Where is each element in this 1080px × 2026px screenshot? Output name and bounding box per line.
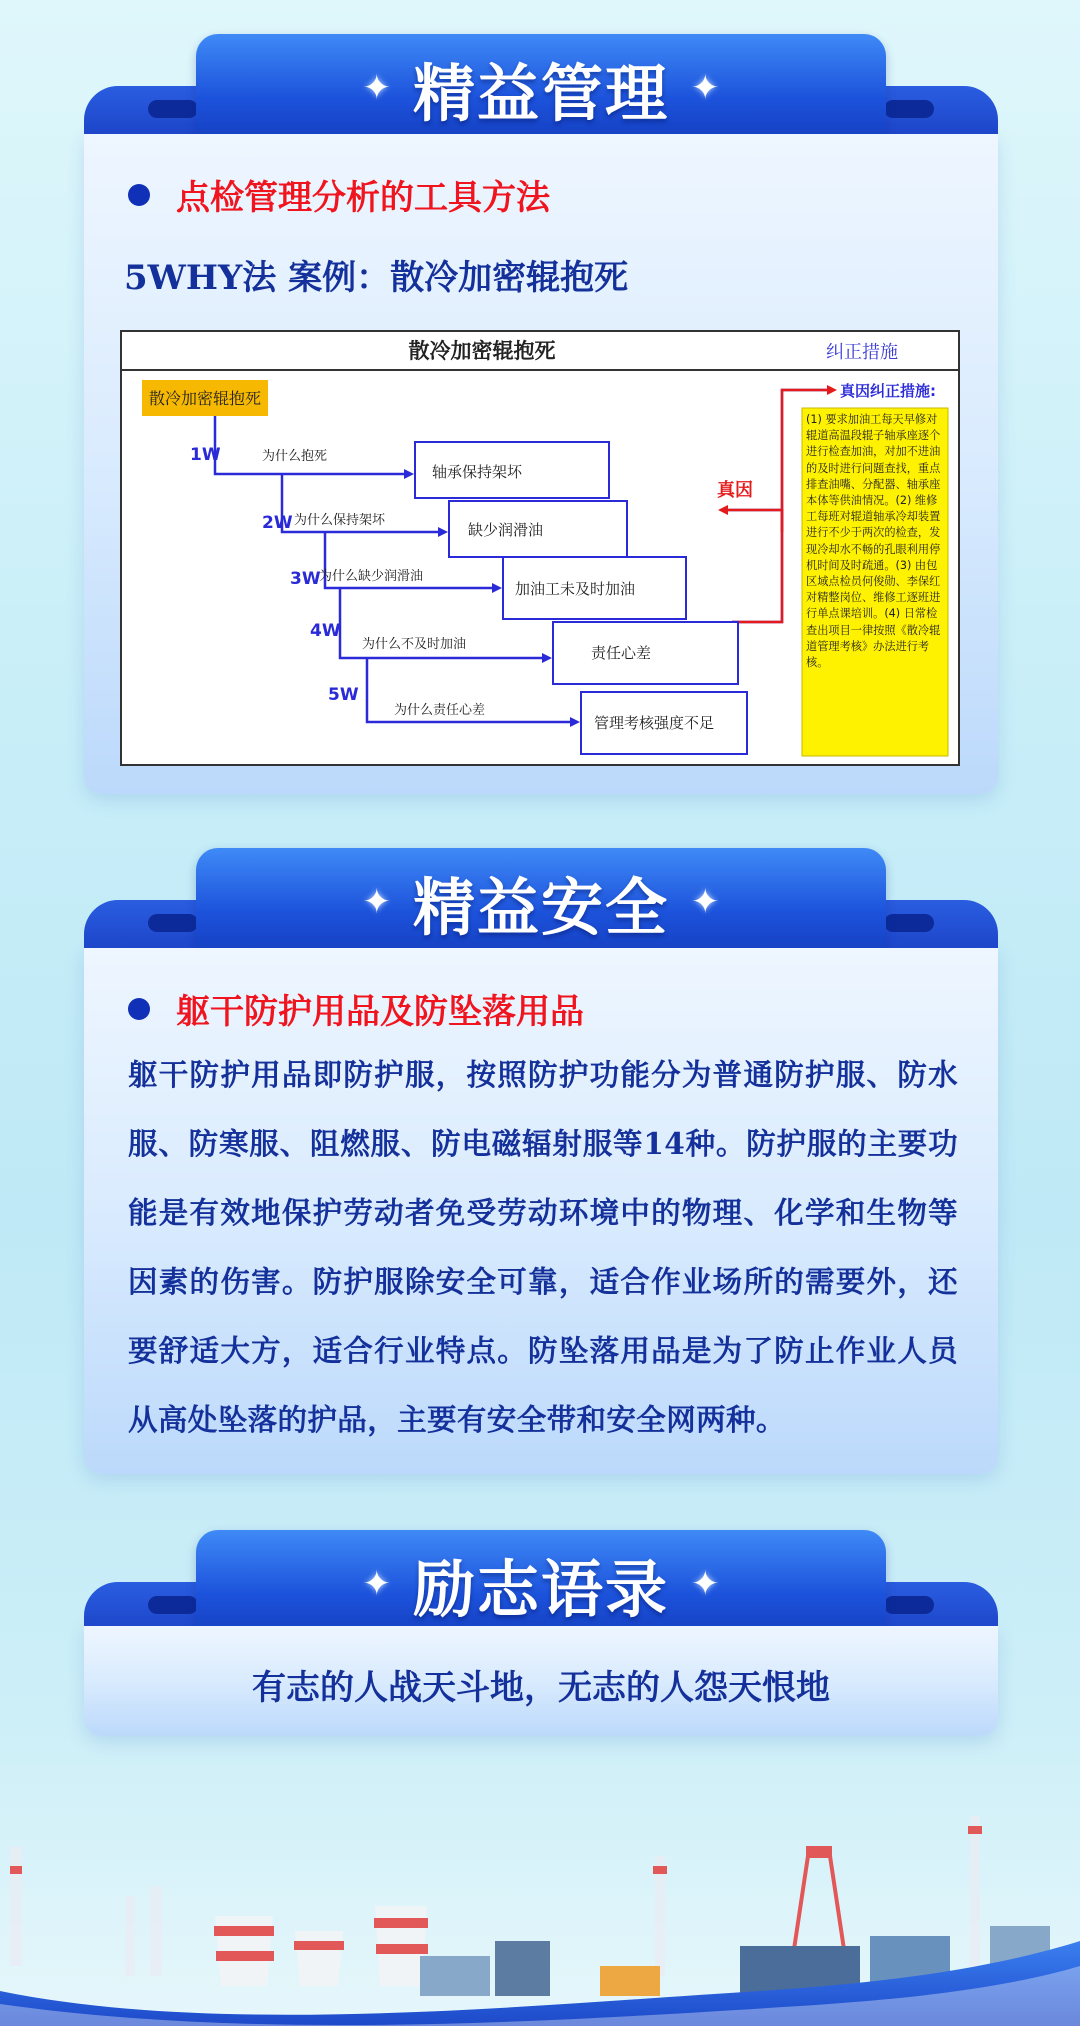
motto-quote: 有志的人战天斗地，无志的人怨天恨地 — [252, 1668, 830, 1708]
sparkle-icon: ✦ — [691, 1564, 720, 1604]
section-lean-safety — [84, 848, 998, 1474]
section-title-tab — [196, 34, 886, 142]
section-motto — [84, 1530, 998, 1740]
why-answer-4: 责任心差 — [591, 644, 652, 662]
root-problem-label: 散冷加密辊抱死 — [148, 389, 262, 408]
section-panel — [84, 134, 998, 794]
true-cause-label: 真因 — [717, 480, 753, 501]
section-title-tab — [196, 848, 886, 956]
section-title: 精益安全 — [412, 870, 669, 944]
factory-skyline-illustration — [0, 1766, 1080, 2026]
why-level-3: 3W — [290, 569, 321, 589]
why-answer-1: 轴承保持架坏 — [432, 463, 523, 481]
why-level-2: 2W — [262, 513, 293, 533]
why-question-1: 为什么抱死 — [262, 449, 328, 464]
sparkle-icon: ✦ — [362, 1564, 391, 1604]
section-panel — [84, 948, 998, 1474]
why-question-4: 为什么不及时加油 — [362, 637, 467, 652]
why-answer-2: 缺少润滑油 — [468, 521, 544, 539]
why-answer-5: 管理考核强度不足 — [594, 714, 715, 732]
bullet-text: 点检管理分析的工具方法 — [176, 178, 550, 218]
why-answer-3: 加油工未及时加油 — [515, 580, 636, 598]
five-why-diagram — [120, 330, 960, 766]
why-question-2: 为什么保持架坏 — [294, 513, 386, 528]
bullet-heading — [128, 170, 550, 219]
section-panel — [84, 1626, 998, 1736]
why-level-4: 4W — [310, 621, 341, 641]
bullet-heading — [128, 984, 584, 1033]
subheading: 5WHY法 案例：散冷加密辊抱死 — [124, 258, 629, 298]
corrective-text: (1) 要求加油工每天早修对辊道高温段辊子轴承座逐个进行检查加油，对加不进油的及时进行问题查找，重点排查油嘴、分配器、轴承座本体等供油情况。(2) 维修工每班对辊道轴承冷却装置进行不少于两次的检查，发现冷却水不畅的孔眼利用停机时间及时疏通。(3) 由包区域点检员何俊勋、李保红对精整岗位、维修工逐班进行单点课培训。(4) 日常检查出项目一律按照《散冷辊道管理考核》办法进行考核。 — [806, 413, 941, 670]
bullet-dot-icon — [128, 998, 150, 1020]
section-lean-management — [84, 34, 998, 794]
why-level-1: 1W — [190, 445, 221, 465]
diagram-header: 散冷加密辊抱死 — [408, 339, 556, 363]
why-question-5: 为什么责任心差 — [394, 703, 486, 718]
body-paragraph: 躯干防护用品即防护服，按照防护功能分为普通防护服、防水服、防寒服、阻燃服、防电磁辐射服等14种。防护服的主要功能是有效地保护劳动者免受劳动环境中的物理、化学和生物等因素的伤害。防护服除安全可靠，适合作业场所的需要外，还要舒适大方，适合行业特点。防坠落用品是为了防止作业人员从高处坠落的护品，主要有安全带和安全网两种。 — [128, 1057, 958, 1437]
sparkle-icon: ✦ — [362, 68, 391, 108]
section-title: 精益管理 — [412, 56, 669, 130]
sparkle-icon: ✦ — [691, 882, 720, 922]
why-question-3: 为什么缺少润滑油 — [319, 569, 424, 584]
corrective-title: 真因纠正措施: — [840, 382, 936, 400]
section-title-tab — [196, 1530, 886, 1638]
sparkle-icon: ✦ — [362, 882, 391, 922]
bullet-dot-icon — [128, 184, 150, 206]
section-title: 励志语录 — [412, 1552, 669, 1626]
diagram-header-right: 纠正措施 — [826, 342, 898, 363]
bullet-text: 躯干防护用品及防坠落用品 — [176, 992, 584, 1032]
why-level-5: 5W — [328, 685, 359, 705]
sparkle-icon: ✦ — [691, 68, 720, 108]
